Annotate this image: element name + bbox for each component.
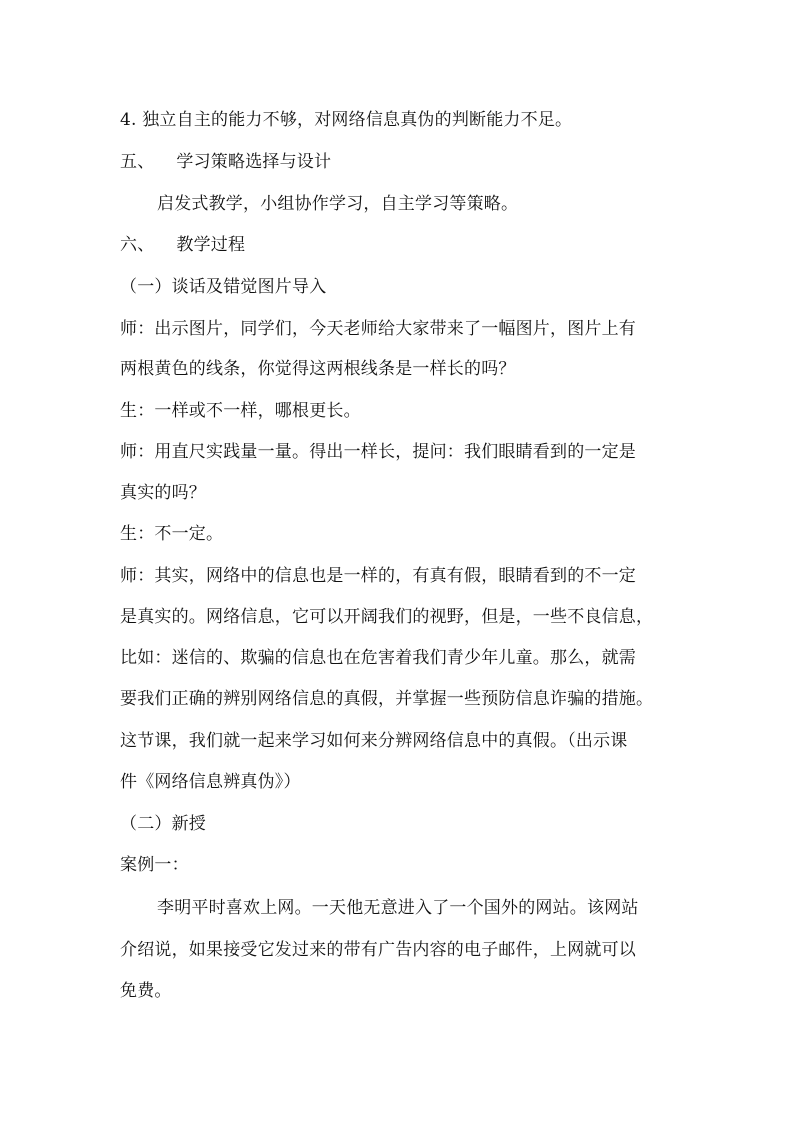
paragraph-line: 介绍说，如果接受它发过来的带有广告内容的电子邮件，上网就可以	[120, 940, 636, 960]
case-label: 案例一：	[120, 855, 189, 875]
paragraph-line: 师：其实，网络中的信息也是一样的，有真有假，眼睛看到的不一定	[120, 566, 636, 586]
paragraph-line: 生：一样或不一样，哪根更长。	[120, 401, 361, 421]
list-item-4: 4. 独立自主的能力不够，对网络信息真伪的判断能力不足。	[120, 110, 573, 130]
paragraph-line: 真实的吗？	[120, 483, 206, 503]
paragraph: 启发式教学，小组协作学习，自主学习等策略。	[157, 194, 519, 214]
subsection-heading: （二）新授	[120, 814, 206, 834]
paragraph-line: 比如：迷信的、欺骗的信息也在危害着我们青少年儿童。那么，就需	[120, 648, 636, 668]
paragraph-line: 师：出示图片，同学们，今天老师给大家带来了一幅图片，图片上有	[120, 319, 636, 339]
paragraph-line: 两根黄色的线条，你觉得这两根线条是一样长的吗？	[120, 359, 516, 379]
section-title: 学习策略选择与设计	[176, 152, 332, 172]
section-heading-5	[120, 150, 331, 174]
section-heading-6	[120, 233, 245, 257]
paragraph-line: 免费。	[120, 981, 172, 1001]
paragraph-line: 这节课，我们就一起来学习如何来分辨网络信息中的真假。（出示课	[120, 731, 628, 751]
paragraph-line: 件《网络信息辨真伪》）	[120, 772, 301, 792]
section-title: 教学过程	[176, 235, 246, 255]
section-number: 六、	[120, 235, 155, 255]
paragraph-line: 是真实的。网络信息，它可以开阔我们的视野，但是，一些不良信息，	[120, 607, 654, 627]
subsection-heading: （一）谈话及错觉图片导入	[120, 277, 327, 297]
paragraph-line: 李明平时喜欢上网。一天他无意进入了一个国外的网站。该网站	[157, 898, 639, 918]
paragraph-line: 师：用直尺实践量一量。得出一样长，提问：我们眼睛看到的一定是	[120, 442, 636, 462]
paragraph-line: 生：不一定。	[120, 524, 224, 544]
section-number: 五、	[120, 152, 155, 172]
paragraph-line: 要我们正确的辨别网络信息的真假，并掌握一些预防信息诈骗的措施。	[120, 689, 654, 709]
